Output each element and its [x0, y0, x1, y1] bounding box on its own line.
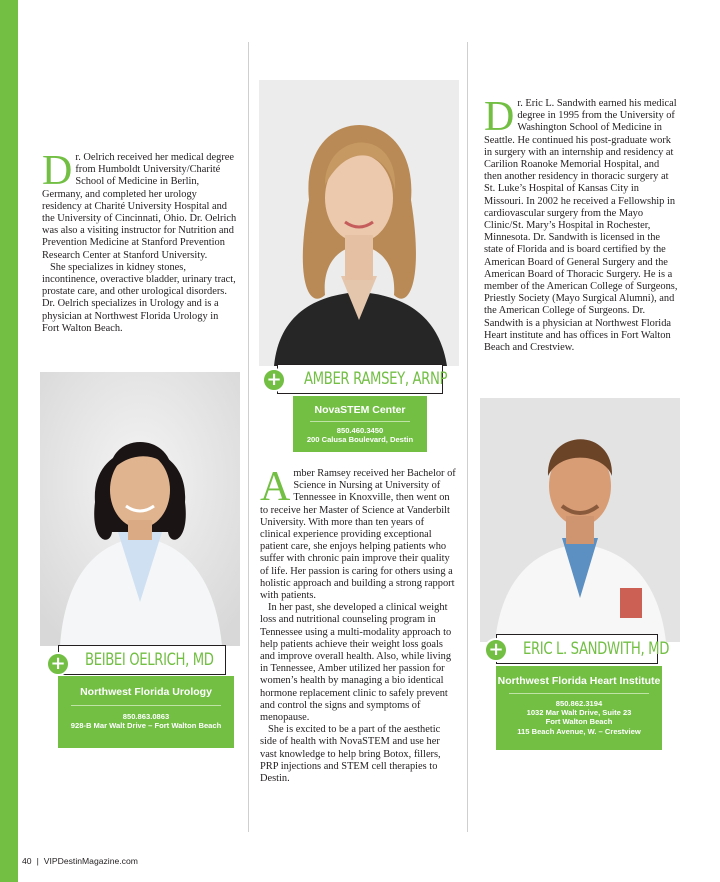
plus-icon: + [484, 638, 508, 662]
sandwith-bio [484, 94, 678, 354]
practice-name: Northwest Florida Urology [80, 686, 212, 698]
phone: 850.863.0863 [122, 712, 170, 721]
phone: 850.862.3194 [555, 699, 603, 708]
address: 115 Beach Avenue, W. – Crestview [517, 726, 641, 736]
dropcap: D [484, 94, 515, 140]
address: 200 Calusa Boulevard, Destin [306, 435, 414, 445]
address: Fort Walton Beach [545, 717, 613, 727]
page-number: 40 [22, 856, 32, 866]
bio-paragraph: She is excited to be a part of the aesthetic side of health with NovaSTEM and use her vast knowledge to help bring Botox, fillers, PRP injections and STEM cell therapies to Destin. [260, 724, 441, 785]
page-footer [22, 856, 138, 866]
left-accent-bar [0, 0, 18, 882]
divider [310, 421, 410, 422]
sandwith-photo [480, 398, 680, 642]
bio-paragraph: She specializes in kidney stones, incontinence, overactive bladder, urinary tract, prostate care, and other urological disorders. Dr. Oelrich specializes in Urology and is a physician at Northwest Florida Urology in Fort Walton Beach. [42, 261, 236, 334]
ramsey-bio [260, 464, 456, 785]
divider [509, 693, 649, 694]
oelrich-info-box [58, 676, 234, 748]
bio-paragraph: r. Eric L. Sandwith earned his medical degree in 1995 from the University of Washington School of Medicine in Seattle. He continued his post-graduate work in surgery with an internship and residency at Carilion Roanoke Memorial Hospital, and then another residency in thoracic surgery at St. Luke’s Hospital of Kansas City in Missouri. In 2002 he received a Fellowship in cardiovascular surgery from the Mayo Clinic/St. Mary’s Hospital in Rochester, Minnesota. Dr. Sandwith is licensed in the state of Florida and is board certified by the American Board of General Surgery and the American Board of Thoracic Surgery. He is a member of the American College of Surgeons, Priestly Society (Mayo Surgical Alumni), and the American College of Surgeons. Dr. Sandwith is a physician at Northwest Florida Heart institute and has offices in Fort Walton Beach and Crestview. [484, 98, 678, 354]
address: 928-B Mar Walt Drive – Fort Walton Beach [70, 721, 222, 731]
oelrich-bio [42, 148, 238, 335]
bio-paragraph: mber Ramsey received her Bachelor of Science in Nursing at University of Tennessee in Knoxville, then went on to receive her Master of Science at Vanderbilt University. With more than ten years of clinical experience providing exceptional patient care, she enjoys helping patients who suffer with chronic pain improve their quality of life. Her passion is caring for others using a holistic approach and building a strong rapport with patients. [260, 468, 456, 602]
ramsey-info-box [293, 396, 427, 452]
ramsey-photo [259, 80, 459, 366]
practice-name: Northwest Florida Heart Institute [497, 675, 661, 687]
doctor-name: BEIBEI OELRICH, MD [85, 650, 214, 670]
oelrich-photo [40, 372, 240, 646]
column-divider [467, 42, 468, 832]
dropcap: D [42, 148, 73, 194]
doctor-name: ERIC L. SANDWITH, MD [523, 639, 670, 659]
footer-separator: | [36, 856, 39, 866]
footer-site: VIPDestinMagazine.com [43, 856, 138, 866]
dropcap: A [260, 464, 291, 510]
practice-name: NovaSTEM Center [314, 404, 406, 416]
divider [71, 705, 221, 706]
oelrich-name-box [58, 645, 226, 675]
phone: 850.460.3450 [336, 426, 384, 435]
plus-icon: + [262, 368, 286, 392]
sandwith-info-box [496, 666, 662, 750]
bio-paragraph: r. Oelrich received her medical degree from Humboldt University/Charité School of Medicine in Berlin, Germany, and completed her urology residency at Charité University Hospital and the University of Cincinnati, Ohio. Dr. Oelrich was also a visiting instructor for Nutrition and Prevention Medicine at Stanford Prevention Research Center at Stanford University. [42, 152, 237, 261]
plus-icon: + [46, 652, 70, 676]
ramsey-name-box [277, 364, 448, 394]
sandwith-name-box [496, 634, 670, 664]
doctor-name: AMBER RAMSEY, ARNP [304, 369, 448, 389]
bio-paragraph: In her past, she developed a clinical weight loss and nutritional counseling program in Tennessee using a multi-modality approach to help patients achieve their weight loss goals and improve overall health. Also, while living in Tennessee, Amber utilized her passion for women’s health by managing a bio identical hormone replacement clinic to safely prevent and control the signs and symptoms of menopause. [260, 602, 452, 724]
address: 1032 Mar Walt Drive, Suite 23 [526, 708, 632, 718]
column-divider [248, 42, 249, 832]
